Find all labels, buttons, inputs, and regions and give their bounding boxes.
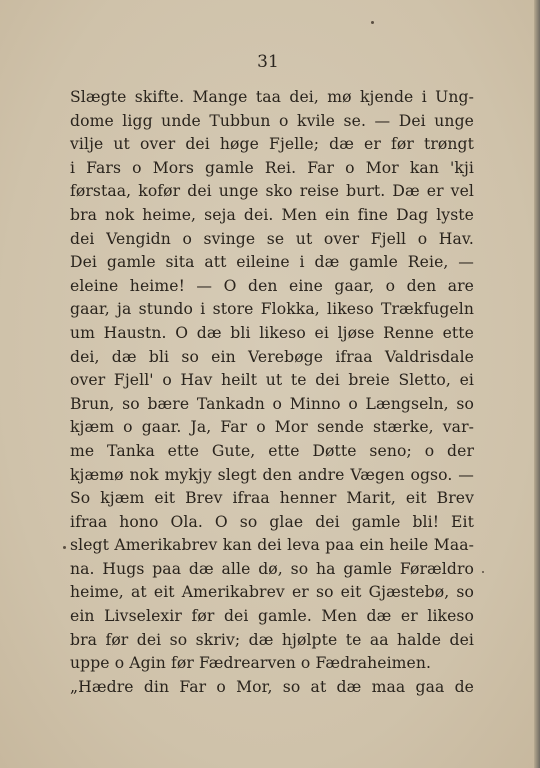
text-line: So kjæm eit Brev ifraa henner Marit, eit Brev	[70, 489, 474, 508]
text-line: i Fars o Mors gamle Rei. Far o Mor kan 'kji	[70, 158, 474, 177]
text-line: me Tanka ette Gute, ette Døtte seno; o der	[70, 441, 474, 460]
page-number: 31	[257, 52, 279, 72]
text-line: førstaa, kofør dei unge sko reise burt. Dæ er vel	[70, 182, 474, 201]
text-line: kjæmø nok mykjy slegt den andre Vægen ogso. —	[70, 465, 474, 484]
text-line: ein Livselexir før dei gamle. Men dæ er likeso	[70, 607, 474, 626]
text-line: kjæm o gaar. Ja, Far o Mor sende stærke, var-	[70, 418, 474, 437]
paper-speck	[63, 546, 66, 549]
text-line: slegt Amerikabrev kan dei leva paa ein heile Maa-	[70, 536, 474, 555]
text-line: dei, dæ bli so ein Verebøge ifraa Valdrisdale	[70, 347, 474, 366]
text-line: Brun, so bære Tankadn o Minno o Længseln, so	[70, 394, 474, 413]
paper-speck	[371, 21, 374, 24]
text-line: Slægte skifte. Mange taa dei, mø kjende i Ung-	[70, 88, 474, 106]
page-edge	[534, 0, 540, 768]
text-line: na. Hugs paa dæ alle dø, so ha gamle Førældro	[70, 559, 474, 578]
text-line: dome ligg unde Tubbun o kvile se. — Dei unge	[70, 111, 474, 130]
text-line: over Fjell' o Hav heilt ut te dei breie Sletto, ei	[70, 371, 474, 390]
text-line: um Haustn. O dæ bli likeso ei ljøse Renne ette	[70, 323, 474, 342]
text-line: bra nok heime, seja dei. Men ein fine Dag lyste	[70, 205, 474, 224]
text-line: Dei gamle sita att eileine i dæ gamle Reie, —	[70, 253, 474, 272]
text-line: ifraa hono Ola. O so glae dei gamle bli! Eit	[70, 512, 474, 531]
paper-speck	[482, 571, 484, 573]
text-line: vilje ut over dei høge Fjelle; dæ er før trøngt	[70, 135, 474, 154]
text-line: uppe o Agin før Fædrearven o Fædraheimen.	[70, 654, 432, 673]
text-line: eleine heime! — O den eine gaar, o den are	[70, 276, 474, 295]
text-line: gaar, ja stundo i store Flokka, likeso Trækfugeln	[70, 300, 474, 319]
text-line: heime, at eit Amerikabrev er so eit Gjæstebø, so	[70, 583, 474, 602]
text-line: bra før dei so skriv; dæ hjølpte te aa halde dei	[70, 630, 474, 649]
body-text	[70, 86, 474, 699]
text-line: dei Vengidn o svinge se ut over Fjell o Hav.	[70, 229, 474, 248]
text-line: „Hædre din Far o Mor, so at dæ maa gaa de	[70, 677, 474, 696]
